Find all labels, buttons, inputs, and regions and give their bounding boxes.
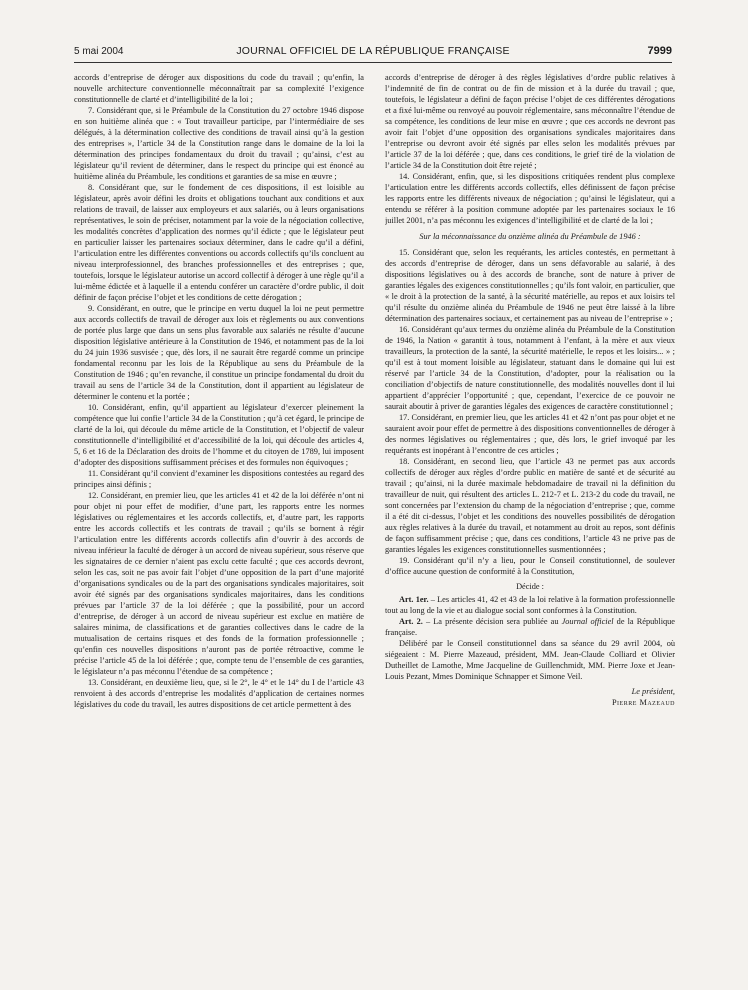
paragraph: 11. Considérant qu’il convient d’examiner les dispositions contestées au regard des principes ainsi définis ; (74, 469, 364, 489)
page-header (74, 44, 672, 63)
paragraph: 12. Considérant, en premier lieu, que les articles 41 et 42 de la loi déférée n’ont ni pour objet ni pour effet de modifier, d’une part, les rapports entre les normes législatives ou réglementaires et les accords collectifs, et, d’autre part, les rapports entre les accords collectifs et les contrats de travail ; qu’ils se bornent à régir l’articulation entre les différents accords collectifs afin d’ouvrir à des accords de niveau inférieur la faculté de déroger à un accord de niveau supérieur, sous réserve que les signataires de ce dernier n’aient pas exclu cette faculté ; que ces accords devront, selon les cas, soit ne pas avoir fait l’objet d’une opposition de la part d’une majorité d’organisations syndicales ou de la part des organisations syndicales majoritaires, soit avoir été signés par des organisations syndicales majoritaires, dans les conditions prévues par l’article 37 de la loi déférée ; que la possibilité, pour un accord d’entreprise, de déroger à un accord de niveau supérieur est exclue en matière de salaires minima, de classifications et de garanties collectives dans le cadre de la mutualisation de certains risques et des fonds de la formation professionnelle ; qu’enfin ces nouvelles dispositions n’auront pas de portée rétroactive, comme le précise l’article 45 de la loi déférée ; que, compte tenu de l’ensemble de ces garanties, le législateur n’a pas méconnu l’étendue de sa compétence ; (74, 491, 364, 676)
signature-name: Pierre Mazeaud (611, 698, 675, 707)
paragraph: 13. Considérant, en deuxième lieu, que, si le 2°, le 4° et le 14° du I de l’article 43 renvoient à des accords d’entreprise les modalités d’application de certaines normes législatives du code du travail, les autres dispositions de cet article permettent à des (74, 678, 364, 709)
article-2-label: Art. 2. (399, 617, 423, 626)
section-subheading: Sur la méconnaissance du onzième alinéa du Préambule de 1946 : (419, 232, 641, 241)
deliberation-paragraph: Délibéré par le Conseil constitutionnel dans sa séance du 29 avril 2004, où siégeaient : M. Pierre Mazeaud, président, MM. Jean-Claude Colliard et Olivier Dutheillet de Lamothe, Mme Jacqueline de Guillenchmidt, MM. Pierre Joxe et Jean-Louis Pezant, Mmes Dominique Schnapper et Simone Veil. (385, 639, 675, 681)
paragraph: 16. Considérant qu’aux termes du onzième alinéa du Préambule de la Constitution de 1946, la Nation « garantit à tous, notamment à l’enfant, à la mère et aux vieux travailleurs, la protection de la santé, la sécurité matérielle, le repos et les loisirs... » ; qu’il est à tout moment loisible au législateur, statuant dans le domaine qui lui est réservé par l’article 34 de la Constitution, d’adopter, pour la réalisation ou la conciliation d’objectifs de nature constitutionnelle, des modalités nouvelles dont il lui appartient d’apprécier l’opportunité ; que, cependant, l’exercice de ce pouvoir ne saurait aboutir à priver de garanties légales des exigences de caractère constitutionnel ; (385, 325, 675, 411)
header-date: 5 mai 2004 (74, 46, 124, 57)
article-1-label: Art. 1er. (399, 595, 429, 604)
header-journal-title: JOURNAL OFFICIEL DE LA RÉPUBLIQUE FRANÇAISE (236, 45, 510, 57)
paragraph: 8. Considérant que, sur le fondement de ces dispositions, il est loisible au législateur, après avoir défini les droits et obligations touchant aux conditions et aux relations de travail, de laisser aux employeurs et aux salariés, ou à leurs organisations représentatives, le soin de préciser, notamment par la voie de la négociation collective, les modalités concrètes d’application des normes qu’il édicte ; que le législateur peut en particulier laisser les partenaires sociaux déterminer, dans le cadre qu’il a défini, l’articulation entre les différentes conventions ou accords collectifs qu’ils concluent au niveau interprofessionnel, des branches professionnelles et des entreprises ; que, toutefois, lorsque le législateur autorise un accord collectif à déroger à une règle qu’il a lui-même édictée et à laquelle il a entendu conférer un caractère d’ordre public, il doit définir de façon précise l’objet et les conditions de cette dérogation ; (74, 183, 364, 302)
paragraph: 17. Considérant, en premier lieu, que les articles 41 et 42 n’ont pas pour objet et ne sauraient avoir pour effet de permettre à des dispositions conventionnelles de déroger à des normes législatives ou réglementaires ; que, dès lors, le grief invoqué par les requérants est inopérant à l’encontre de ces articles ; (385, 413, 675, 455)
paragraph: accords d’entreprise de déroger aux dispositions du code du travail ; qu’enfin, la nouvelle architecture conventionnelle méconnaîtrait par sa complexité l’exigence constitutionnelle de clarté et d’intelligibilité de la loi ; (74, 73, 364, 104)
left-column (74, 72, 364, 972)
article-2-text: – La présente décision sera publiée au (422, 617, 562, 626)
right-column (385, 72, 675, 972)
paragraph: accords d’entreprise de déroger à des règles législatives d’ordre public relatives à l’indemnité de fin de contrat ou de fin de mission et à la durée du travail ; que, toutefois, le législateur a défini de façon précise l’objet de ces différentes dérogations et a fixé lui-même ou renvoyé au pouvoir réglementaire, sans méconnaître l’étendue de sa compétence, les conditions de leur mise en œuvre ; que ces accords ne devront pas avoir fait l’objet d’une opposition des organisations syndicales majoritaires dans l’entreprise ou devront avoir été signés par elles selon les modalités prévues par l’article 37 de la loi déférée ; que, dans ces conditions, le grief tiré de la violation de l’article 34 de la Constitution doit être rejeté ; (385, 73, 675, 170)
paragraph: 15. Considérant que, selon les requérants, les articles contestés, en permettant à des accords d’entreprise de déroger, dans un sens défavorable au salarié, à des dispositions législatives ou à des accords de branche, sont de nature à priver de garanties légales des exigences constitutionnelles ; qu’ils font valoir, en particulier, que « le droit à la protection de la santé, à la sécurité matérielle, au repos et aux loisirs tel qu’il résulte du onzième alinéa du Préambule de 1946 ne peut être laissé à la libre détermination des partenaires sociaux, et certainement pas au niveau de l’entreprise » ; (385, 248, 675, 323)
article-2-text-end: de la République française. (385, 617, 675, 637)
paragraph: 14. Considérant, enfin, que, si les dispositions critiquées rendent plus complexe l’articulation entre les différents accords collectifs, elles définissent de façon précise les rapports entre les différents niveaux de négociation ; qu’ainsi le législateur, qui a entendu se référer à la position commune adoptée par les partenaires sociaux le 16 juillet 2001, n’a pas méconnu les exigences d’intelligibilité et de clarté de la loi ; (385, 172, 675, 225)
article-1 (385, 594, 675, 616)
paragraph: 18. Considérant, en second lieu, que l’article 43 ne permet pas aux accords collectifs de déroger aux règles d’ordre public en matière de santé et de sécurité au travail ; qu’ainsi, ni la durée maximale hebdomadaire de travail ni la définition du travailleur de nuit, qui résultent des articles L. 212-7 et L. 213-2 du code du travail, ne sont concernées par l’extension du champ de la négociation d’entreprise ; que, comme il a été dit ci-dessus, l’objet et les conditions des nouvelles possibilités de dérogation aux règles relatives à la durée du travail, et notamment au droit au repos, sont définis de façon suffisamment précise ; que, dans ces conditions, l’article 43 ne prive pas de garanties légales les exigences constitutionnelles susmentionnées ; (385, 457, 675, 554)
paragraph: 19. Considérant qu’il n’y a lieu, pour le Conseil constitutionnel, de soulever d’office aucune question de conformité à la Constitution, (385, 556, 675, 576)
header-page-number: 7999 (647, 45, 672, 57)
paragraph: 9. Considérant, en outre, que le principe en vertu duquel la loi ne peut permettre aux accords collectifs de travail de déroger aux lois et règlements ou aux conventions de portée plus large que dans un sens plus favorable aux salariés ne résulte d’aucune disposition législative antérieure à la Constitution de 1946, et notamment pas de la loi du 24 juin 1936 susvisée ; que, dès lors, il ne saurait être regardé comme un principe fondamental reconnu par les lois de la République au sens du Préambule de la Constitution de 1946 ; qu’en revanche, il constitue un principe fondamental du droit du travail au sens de l’article 34 de la Constitution, dont il appartient au législateur de déterminer le contenu et la portée ; (74, 304, 364, 401)
journal-officiel-reference: Journal officiel (561, 617, 614, 626)
decision-heading: Décide : (516, 582, 544, 591)
article-2 (385, 616, 675, 638)
signature-role: Le président, (631, 687, 675, 696)
paragraph: 7. Considérant que, si le Préambule de la Constitution du 27 octobre 1946 dispose en son huitième alinéa que : « Tout travailleur participe, par l’intermédiaire de ses délégués, à la détermination collective des conditions de travail ainsi qu’à la gestion des entreprises », l’article 34 de la Constitution range dans le domaine de la loi la détermination des principes fondamentaux du droit du travail ; qu’ainsi, c’est au législateur qu’il revient de déterminer, dans le respect du principe qui est énoncé au huitième alinéa du Préambule, les conditions et garanties de sa mise en œuvre ; (74, 106, 364, 181)
article-1-text: – Les articles 41, 42 et 43 de la loi relative à la formation professionnelle tout au long de la vie et au dialogue social sont conformes à la Constitution. (385, 595, 675, 615)
paragraph: 10. Considérant, enfin, qu’il appartient au législateur d’exercer pleinement la compétence que lui confie l’article 34 de la Constitution ; qu’à cet égard, le principe de clarté de la loi, qui découle du même article de la Constitution, et l’objectif de valeur constitutionnelle d’intelligibilité et d’accessibilité de la loi, qui découle des articles 4, 5, 6 et 16 de la Déclaration des droits de l’homme et du citoyen de 1789, lui imposent d’adopter des dispositions suffisamment précises et des formules non équivoques ; (74, 403, 364, 467)
